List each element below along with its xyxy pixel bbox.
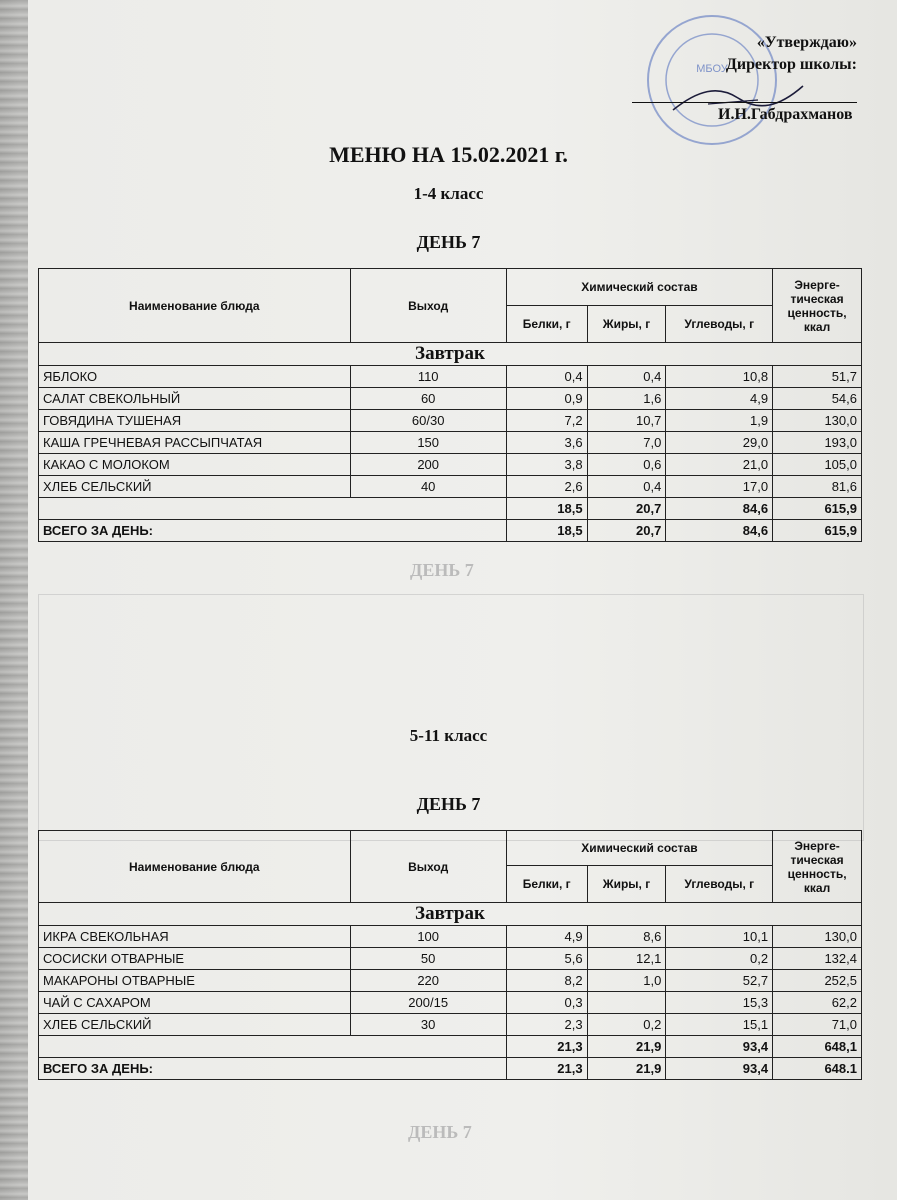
header-chem: Химический состав xyxy=(506,831,772,866)
header-protein: Белки, г xyxy=(506,306,587,343)
dish-row xyxy=(39,388,862,410)
dish-protein: 0,4 xyxy=(506,366,587,388)
subtotal-carbs: 84,6 xyxy=(666,498,773,520)
dish-output: 220 xyxy=(350,970,506,992)
dish-energy: 54,6 xyxy=(773,388,862,410)
menu-table-1-4 xyxy=(38,268,862,542)
director-name: И.Н.Габдрахманов xyxy=(718,106,853,123)
header-dish: Наименование блюда xyxy=(39,831,351,903)
dish-fat: 0,6 xyxy=(587,454,666,476)
section2-day: ДЕНЬ 7 xyxy=(416,794,481,814)
ghost-bleed-day-bottom: ДЕНЬ 7 xyxy=(408,1122,472,1142)
dish-carbs: 29,0 xyxy=(666,432,773,454)
section1-day: ДЕНЬ 7 xyxy=(416,232,481,252)
dish-name: ХЛЕБ СЕЛЬСКИЙ xyxy=(39,476,351,498)
meal-row xyxy=(39,903,862,926)
dish-output: 60/30 xyxy=(350,410,506,432)
dish-carbs: 1,9 xyxy=(666,410,773,432)
dish-row xyxy=(39,476,862,498)
dish-fat: 10,7 xyxy=(587,410,666,432)
dish-carbs: 52,7 xyxy=(666,970,773,992)
stamp-label: МБОУ xyxy=(696,63,728,75)
header-energy: Энерге-тическая ценность, ккал xyxy=(773,831,862,903)
dish-output: 200 xyxy=(350,454,506,476)
dish-row xyxy=(39,992,862,1014)
dish-energy: 51,7 xyxy=(773,366,862,388)
dish-name: ЧАЙ С САХАРОМ xyxy=(39,992,351,1014)
dish-carbs: 10,1 xyxy=(666,926,773,948)
dish-fat xyxy=(587,992,666,1014)
dish-fat: 0,4 xyxy=(587,366,666,388)
header-output: Выход xyxy=(350,831,506,903)
dish-name: ИКРА СВЕКОЛЬНАЯ xyxy=(39,926,351,948)
approval-line1: «Утверждаю» xyxy=(756,34,857,51)
dish-protein: 2,6 xyxy=(506,476,587,498)
dish-carbs: 15,1 xyxy=(666,1014,773,1036)
dish-row xyxy=(39,432,862,454)
dish-output: 150 xyxy=(350,432,506,454)
dish-energy: 130,0 xyxy=(773,410,862,432)
dish-row xyxy=(39,970,862,992)
dish-output: 200/15 xyxy=(350,992,506,1014)
total-fat: 20,7 xyxy=(587,520,666,542)
dish-row xyxy=(39,948,862,970)
header-chem: Химический состав xyxy=(506,269,772,306)
dish-output: 30 xyxy=(350,1014,506,1036)
subtotal-fat: 20,7 xyxy=(587,498,666,520)
total-carbs: 93,4 xyxy=(666,1058,773,1080)
dish-row xyxy=(39,1014,862,1036)
subtotal-label xyxy=(39,498,507,520)
dish-output: 100 xyxy=(350,926,506,948)
table-header-row xyxy=(39,831,862,866)
dish-carbs: 17,0 xyxy=(666,476,773,498)
dish-fat: 8,6 xyxy=(587,926,666,948)
subtotal-protein: 18,5 xyxy=(506,498,587,520)
dish-carbs: 4,9 xyxy=(666,388,773,410)
dish-energy: 132,4 xyxy=(773,948,862,970)
signature-line xyxy=(632,102,857,103)
total-protein: 18,5 xyxy=(506,520,587,542)
dish-protein: 0,3 xyxy=(506,992,587,1014)
dish-name: КАКАО С МОЛОКОМ xyxy=(39,454,351,476)
dish-protein: 3,6 xyxy=(506,432,587,454)
dish-output: 40 xyxy=(350,476,506,498)
header-dish: Наименование блюда xyxy=(39,269,351,343)
dish-energy: 193,0 xyxy=(773,432,862,454)
subtotal-energy: 648,1 xyxy=(773,1036,862,1058)
table-header-row xyxy=(39,269,862,306)
ghost-bleed-day: ДЕНЬ 7 xyxy=(410,560,474,580)
menu-table-5-11 xyxy=(38,830,862,1080)
header-protein: Белки, г xyxy=(506,866,587,903)
dish-energy: 81,6 xyxy=(773,476,862,498)
subtotal-carbs: 93,4 xyxy=(666,1036,773,1058)
dish-energy: 105,0 xyxy=(773,454,862,476)
dish-name: СОСИСКИ ОТВАРНЫЕ xyxy=(39,948,351,970)
total-energy: 615,9 xyxy=(773,520,862,542)
subtotal-protein: 21,3 xyxy=(506,1036,587,1058)
approval-block xyxy=(726,32,857,76)
subtotal-row xyxy=(39,1036,862,1058)
total-row xyxy=(39,520,862,542)
total-fat: 21,9 xyxy=(587,1058,666,1080)
header-carbs: Углеводы, г xyxy=(666,306,773,343)
dish-row xyxy=(39,410,862,432)
dish-row xyxy=(39,366,862,388)
dish-row xyxy=(39,454,862,476)
dish-protein: 5,6 xyxy=(506,948,587,970)
total-carbs: 84,6 xyxy=(666,520,773,542)
approval-line2: Директор школы: xyxy=(725,56,857,73)
header-fat: Жиры, г xyxy=(587,866,666,903)
dish-name: ГОВЯДИНА ТУШЕНАЯ xyxy=(39,410,351,432)
subtotal-energy: 615,9 xyxy=(773,498,862,520)
total-label: ВСЕГО ЗА ДЕНЬ: xyxy=(39,1058,507,1080)
dish-output: 110 xyxy=(350,366,506,388)
dish-fat: 1,6 xyxy=(587,388,666,410)
header-fat: Жиры, г xyxy=(587,306,666,343)
total-protein: 21,3 xyxy=(506,1058,587,1080)
section1-grade: 1-4 класс xyxy=(413,184,484,203)
dish-carbs: 21,0 xyxy=(666,454,773,476)
dish-name: ХЛЕБ СЕЛЬСКИЙ xyxy=(39,1014,351,1036)
dish-carbs: 10,8 xyxy=(666,366,773,388)
dish-protein: 0,9 xyxy=(506,388,587,410)
dish-protein: 3,8 xyxy=(506,454,587,476)
dish-fat: 0,4 xyxy=(587,476,666,498)
header-energy: Энерге-тическая ценность, ккал xyxy=(773,269,862,343)
dish-fat: 12,1 xyxy=(587,948,666,970)
dish-name: МАКАРОНЫ ОТВАРНЫЕ xyxy=(39,970,351,992)
dish-protein: 7,2 xyxy=(506,410,587,432)
meal-title: Завтрак xyxy=(39,903,862,926)
meal-row xyxy=(39,343,862,366)
scan-edge-shadow xyxy=(0,0,28,1200)
dish-carbs: 0,2 xyxy=(666,948,773,970)
section2-grade: 5-11 класс xyxy=(409,726,488,745)
total-row xyxy=(39,1058,862,1080)
dish-output: 50 xyxy=(350,948,506,970)
dish-fat: 0,2 xyxy=(587,1014,666,1036)
total-energy: 648.1 xyxy=(773,1058,862,1080)
total-label: ВСЕГО ЗА ДЕНЬ: xyxy=(39,520,507,542)
dish-name: САЛАТ СВЕКОЛЬНЫЙ xyxy=(39,388,351,410)
header-output: Выход xyxy=(350,269,506,343)
subtotal-row xyxy=(39,498,862,520)
dish-fat: 7,0 xyxy=(587,432,666,454)
subtotal-label xyxy=(39,1036,507,1058)
dish-output: 60 xyxy=(350,388,506,410)
subtotal-fat: 21,9 xyxy=(587,1036,666,1058)
meal-title: Завтрак xyxy=(39,343,862,366)
dish-protein: 4,9 xyxy=(506,926,587,948)
dish-protein: 2,3 xyxy=(506,1014,587,1036)
page-title: МЕНЮ НА 15.02.2021 г. xyxy=(329,142,568,167)
dish-fat: 1,0 xyxy=(587,970,666,992)
dish-name: ЯБЛОКО xyxy=(39,366,351,388)
dish-energy: 252,5 xyxy=(773,970,862,992)
dish-carbs: 15,3 xyxy=(666,992,773,1014)
dish-energy: 71,0 xyxy=(773,1014,862,1036)
dish-protein: 8,2 xyxy=(506,970,587,992)
dish-name: КАША ГРЕЧНЕВАЯ РАССЫПЧАТАЯ xyxy=(39,432,351,454)
dish-energy: 62,2 xyxy=(773,992,862,1014)
header-carbs: Углеводы, г xyxy=(666,866,773,903)
dish-row xyxy=(39,926,862,948)
dish-energy: 130,0 xyxy=(773,926,862,948)
